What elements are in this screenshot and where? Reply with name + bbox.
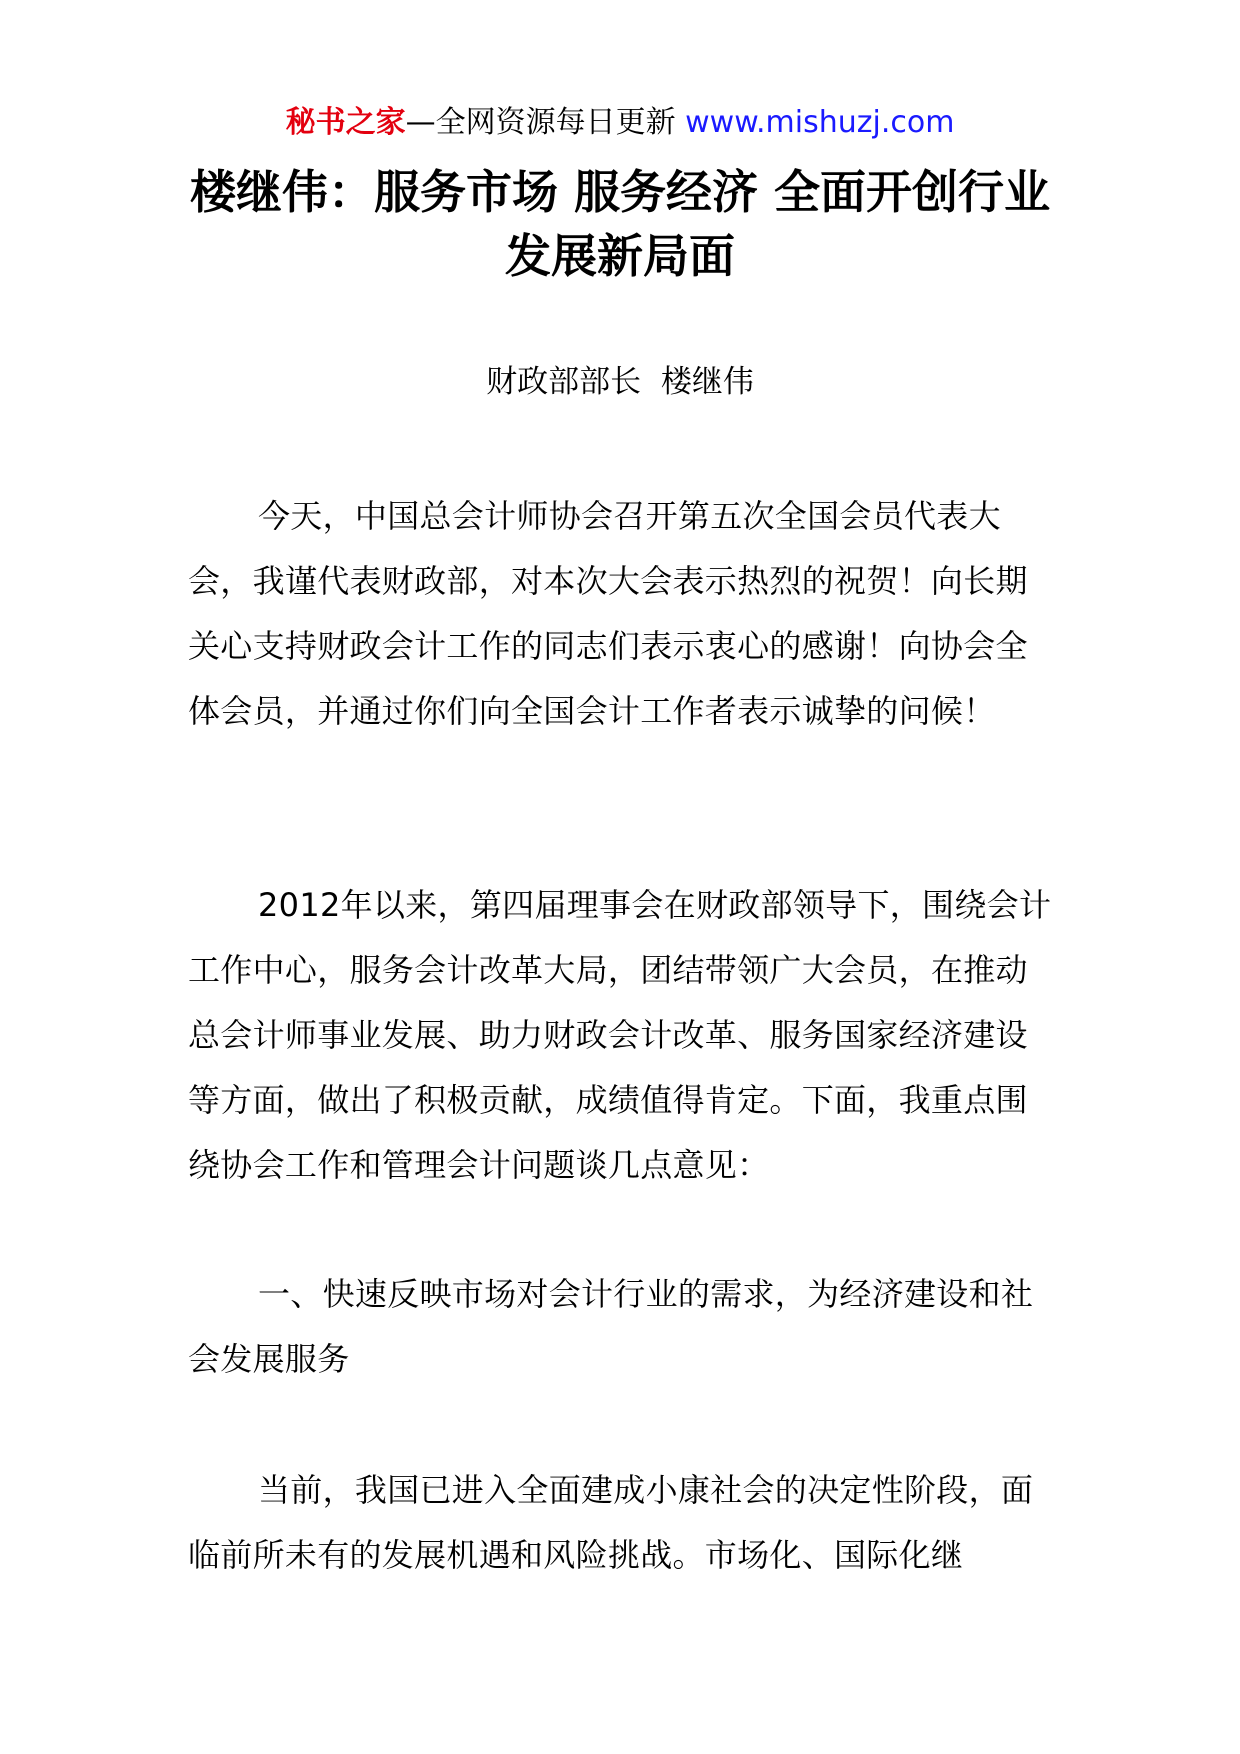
section-heading-1: 一、快速反映市场对会计行业的需求，为经济建设和社会发展服务	[188, 1275, 1034, 1378]
author-byline: 财政部部长 楼继伟	[486, 364, 754, 400]
site-header	[0, 103, 1240, 143]
document-title: 楼继伟：服务市场 服务经济 全面开创行业发展新局面	[189, 165, 1051, 283]
paragraph-achievements: 2012年以来，第四届理事会在财政部领导下，围绕会计工作中心，服务会计改革大局，团结带领广大会员，在推动总会计师事业发展、助力财政会计改革、服务国家经济建设等方面，做出了积极贡献，成绩值得肯定。下面，我重点围绕协会工作和管理会计问题谈几点意见：	[188, 886, 1052, 1184]
site-tagline: —全网资源每日更新	[405, 105, 676, 140]
site-brand: 秘书之家	[285, 105, 406, 140]
paragraph-current-situation: 当前，我国已进入全面建成小康社会的决定性阶段，面临前所未有的发展机遇和风险挑战。市场化、国际化继	[188, 1471, 1034, 1574]
paragraph-greeting: 今天，中国总会计师协会召开第五次全国会员代表大会，我谨代表财政部，对本次大会表示热烈的祝贺！向长期关心支持财政会计工作的同志们表示衷心的感谢！向协会全体会员，并通过你们向全国会计工作者表示诚挚的问候！	[188, 497, 1028, 730]
site-url-link[interactable]: www.mishuzj.com	[685, 105, 955, 140]
